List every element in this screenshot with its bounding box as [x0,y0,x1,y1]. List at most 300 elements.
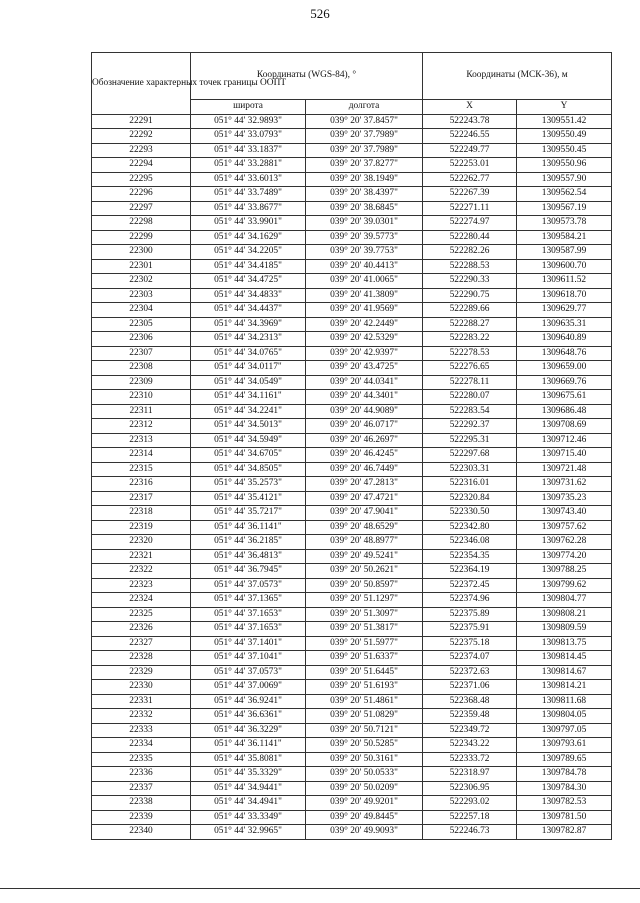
cell-point-id: 22321 [92,549,191,564]
cell-latitude: 051° 44' 33.8677" [191,201,306,216]
cell-x: 522274.97 [423,216,517,231]
cell-point-id: 22306 [92,332,191,347]
cell-point-id: 22301 [92,259,191,274]
cell-latitude: 051° 44' 37.1653" [191,622,306,637]
cell-x: 522368.48 [423,694,517,709]
cell-latitude: 051° 44' 37.1041" [191,651,306,666]
cell-point-id: 22314 [92,448,191,463]
cell-y: 1309811.68 [517,694,612,709]
cell-y: 1309721.48 [517,462,612,477]
table-row [92,694,612,709]
cell-y: 1309784.30 [517,781,612,796]
cell-x: 522349.72 [423,723,517,738]
cell-longitude: 039° 20' 44.0341" [306,375,423,390]
table-body [92,114,612,839]
table-row [92,114,612,129]
cell-latitude: 051° 44' 33.9901" [191,216,306,231]
cell-latitude: 051° 44' 34.1629" [191,230,306,245]
table-row [92,245,612,260]
cell-y: 1309804.77 [517,593,612,608]
cell-y: 1309686.48 [517,404,612,419]
cell-point-id: 22311 [92,404,191,419]
cell-longitude: 039° 20' 49.5241" [306,549,423,564]
cell-point-id: 22294 [92,158,191,173]
cell-longitude: 039° 20' 43.4725" [306,361,423,376]
cell-x: 522280.44 [423,230,517,245]
table-row [92,622,612,637]
table-row [92,129,612,144]
cell-latitude: 051° 44' 35.7217" [191,506,306,521]
cell-latitude: 051° 44' 36.2185" [191,535,306,550]
cell-latitude: 051° 44' 34.9441" [191,781,306,796]
cell-longitude: 039° 20' 37.8457" [306,114,423,129]
cell-latitude: 051° 44' 36.1141" [191,520,306,535]
cell-y: 1309600.70 [517,259,612,274]
cell-x: 522292.37 [423,419,517,434]
table-row [92,448,612,463]
table-row [92,549,612,564]
cell-x: 522372.63 [423,665,517,680]
cell-latitude: 051° 44' 34.0765" [191,346,306,361]
cell-latitude: 051° 44' 34.4437" [191,303,306,318]
cell-longitude: 039° 20' 51.6445" [306,665,423,680]
cell-point-id: 22338 [92,796,191,811]
cell-longitude: 039° 20' 39.0301" [306,216,423,231]
cell-latitude: 051° 44' 35.2573" [191,477,306,492]
cell-x: 522375.91 [423,622,517,637]
cell-x: 522333.72 [423,752,517,767]
cell-longitude: 039° 20' 40.4413" [306,259,423,274]
cell-point-id: 22334 [92,738,191,753]
cell-x: 522276.65 [423,361,517,376]
table-row [92,651,612,666]
cell-y: 1309788.25 [517,564,612,579]
cell-point-id: 22339 [92,810,191,825]
cell-longitude: 039° 20' 51.6337" [306,651,423,666]
cell-latitude: 051° 44' 34.8505" [191,462,306,477]
cell-point-id: 22328 [92,651,191,666]
table-row [92,825,612,840]
table-row [92,216,612,231]
cell-y: 1309611.52 [517,274,612,289]
cell-y: 1309814.21 [517,680,612,695]
cell-point-id: 22305 [92,317,191,332]
cell-x: 522257.18 [423,810,517,825]
cell-y: 1309814.67 [517,665,612,680]
cell-latitude: 051° 44' 34.2313" [191,332,306,347]
cell-point-id: 22317 [92,491,191,506]
cell-longitude: 039° 20' 50.7121" [306,723,423,738]
cell-point-id: 22312 [92,419,191,434]
cell-latitude: 051° 44' 32.9893" [191,114,306,129]
table-row [92,520,612,535]
cell-latitude: 051° 44' 34.4725" [191,274,306,289]
cell-x: 522342.80 [423,520,517,535]
cell-point-id: 22325 [92,607,191,622]
cell-latitude: 051° 44' 34.2241" [191,404,306,419]
cell-point-id: 22340 [92,825,191,840]
cell-point-id: 22320 [92,535,191,550]
cell-longitude: 039° 20' 38.6845" [306,201,423,216]
cell-y: 1309648.76 [517,346,612,361]
cell-latitude: 051° 44' 37.0573" [191,665,306,680]
cell-x: 522306.95 [423,781,517,796]
cell-longitude: 039° 20' 41.3809" [306,288,423,303]
cell-longitude: 039° 20' 39.5773" [306,230,423,245]
cell-longitude: 039° 20' 51.4861" [306,694,423,709]
cell-y: 1309550.45 [517,143,612,158]
cell-point-id: 22296 [92,187,191,202]
header-latitude: широта [191,100,306,115]
table-row [92,636,612,651]
cell-latitude: 051° 44' 36.9241" [191,694,306,709]
table-row [92,506,612,521]
cell-y: 1309808.21 [517,607,612,622]
cell-y: 1309557.90 [517,172,612,187]
cell-longitude: 039° 20' 50.2621" [306,564,423,579]
cell-longitude: 039° 20' 38.4397" [306,187,423,202]
cell-y: 1309735.23 [517,491,612,506]
cell-y: 1309789.65 [517,752,612,767]
cell-latitude: 051° 44' 34.5013" [191,419,306,434]
cell-latitude: 051° 44' 37.1365" [191,593,306,608]
cell-point-id: 22322 [92,564,191,579]
table-row [92,361,612,376]
table-row [92,491,612,506]
cell-latitude: 051° 44' 33.2881" [191,158,306,173]
cell-y: 1309669.76 [517,375,612,390]
cell-latitude: 051° 44' 36.7945" [191,564,306,579]
table-row [92,303,612,318]
cell-x: 522372.45 [423,578,517,593]
header-longitude: долгота [306,100,423,115]
table-row [92,346,612,361]
cell-point-id: 22327 [92,636,191,651]
cell-x: 522290.75 [423,288,517,303]
table-row [92,781,612,796]
cell-point-id: 22330 [92,680,191,695]
cell-y: 1309782.87 [517,825,612,840]
cell-point-id: 22295 [92,172,191,187]
cell-point-id: 22318 [92,506,191,521]
cell-point-id: 22323 [92,578,191,593]
cell-longitude: 039° 20' 37.7989" [306,143,423,158]
cell-y: 1309781.50 [517,810,612,825]
cell-longitude: 039° 20' 38.1949" [306,172,423,187]
cell-x: 522297.68 [423,448,517,463]
cell-longitude: 039° 20' 50.0533" [306,767,423,782]
cell-point-id: 22309 [92,375,191,390]
cell-point-id: 22329 [92,665,191,680]
cell-latitude: 051° 44' 34.6705" [191,448,306,463]
cell-longitude: 039° 20' 51.3097" [306,607,423,622]
table-row [92,709,612,724]
cell-x: 522288.27 [423,317,517,332]
table-row [92,143,612,158]
cell-x: 522271.11 [423,201,517,216]
cell-y: 1309550.96 [517,158,612,173]
cell-longitude: 039° 20' 47.2813" [306,477,423,492]
cell-x: 522316.01 [423,477,517,492]
cell-longitude: 039° 20' 51.3817" [306,622,423,637]
cell-longitude: 039° 20' 42.9397" [306,346,423,361]
cell-y: 1309567.19 [517,201,612,216]
cell-y: 1309731.62 [517,477,612,492]
cell-point-id: 22292 [92,129,191,144]
cell-y: 1309629.77 [517,303,612,318]
cell-x: 522374.96 [423,593,517,608]
cell-x: 522243.78 [423,114,517,129]
cell-longitude: 039° 20' 47.9041" [306,506,423,521]
cell-y: 1309659.00 [517,361,612,376]
cell-y: 1309809.59 [517,622,612,637]
cell-y: 1309573.78 [517,216,612,231]
cell-y: 1309587.99 [517,245,612,260]
cell-longitude: 039° 20' 48.6529" [306,520,423,535]
table-row [92,738,612,753]
cell-y: 1309757.62 [517,520,612,535]
table-row [92,317,612,332]
cell-point-id: 22319 [92,520,191,535]
bottom-divider [0,888,640,889]
cell-longitude: 039° 20' 47.4721" [306,491,423,506]
cell-x: 522354.35 [423,549,517,564]
cell-point-id: 22308 [92,361,191,376]
cell-point-id: 22335 [92,752,191,767]
table-row [92,462,612,477]
cell-point-id: 22307 [92,346,191,361]
cell-latitude: 051° 44' 34.1161" [191,390,306,405]
cell-longitude: 039° 20' 37.8277" [306,158,423,173]
cell-latitude: 051° 44' 37.1653" [191,607,306,622]
table-row [92,767,612,782]
header-x: X [423,100,517,115]
cell-x: 522267.39 [423,187,517,202]
cell-longitude: 039° 20' 51.1297" [306,593,423,608]
table-row [92,172,612,187]
cell-x: 522375.18 [423,636,517,651]
page-number: 526 [310,6,330,21]
table-row [92,274,612,289]
cell-latitude: 051° 44' 33.3349" [191,810,306,825]
cell-y: 1309635.31 [517,317,612,332]
cell-y: 1309675.61 [517,390,612,405]
cell-y: 1309774.20 [517,549,612,564]
cell-x: 522320.84 [423,491,517,506]
cell-latitude: 051° 44' 34.4185" [191,259,306,274]
cell-latitude: 051° 44' 34.5949" [191,433,306,448]
table-row [92,535,612,550]
cell-x: 522359.48 [423,709,517,724]
cell-y: 1309762.28 [517,535,612,550]
table-row [92,230,612,245]
cell-point-id: 22332 [92,709,191,724]
cell-point-id: 22310 [92,390,191,405]
table-row [92,607,612,622]
cell-y: 1309550.49 [517,129,612,144]
cell-y: 1309551.42 [517,114,612,129]
cell-latitude: 051° 44' 34.0117" [191,361,306,376]
cell-latitude: 051° 44' 36.6361" [191,709,306,724]
cell-y: 1309813.75 [517,636,612,651]
cell-y: 1309618.70 [517,288,612,303]
cell-longitude: 039° 20' 51.5977" [306,636,423,651]
cell-y: 1309715.40 [517,448,612,463]
cell-point-id: 22337 [92,781,191,796]
cell-y: 1309640.89 [517,332,612,347]
cell-longitude: 039° 20' 41.9569" [306,303,423,318]
cell-latitude: 051° 44' 34.4941" [191,796,306,811]
cell-x: 522283.22 [423,332,517,347]
cell-x: 522290.33 [423,274,517,289]
cell-latitude: 051° 44' 34.0549" [191,375,306,390]
cell-y: 1309708.69 [517,419,612,434]
cell-point-id: 22304 [92,303,191,318]
cell-longitude: 039° 20' 42.2449" [306,317,423,332]
table-row [92,332,612,347]
table-row [92,419,612,434]
cell-latitude: 051° 44' 32.9965" [191,825,306,840]
cell-longitude: 039° 20' 37.7989" [306,129,423,144]
table-row [92,477,612,492]
table-row [92,665,612,680]
table-row [92,810,612,825]
cell-x: 522343.22 [423,738,517,753]
cell-x: 522282.26 [423,245,517,260]
cell-longitude: 039° 20' 51.0829" [306,709,423,724]
cell-longitude: 039° 20' 44.3401" [306,390,423,405]
table-row [92,433,612,448]
table-row [92,259,612,274]
cell-longitude: 039° 20' 46.0717" [306,419,423,434]
cell-x: 522293.02 [423,796,517,811]
cell-point-id: 22297 [92,201,191,216]
cell-x: 522289.66 [423,303,517,318]
cell-point-id: 22291 [92,114,191,129]
cell-latitude: 051° 44' 36.3229" [191,723,306,738]
cell-longitude: 039° 20' 50.5285" [306,738,423,753]
cell-latitude: 051° 44' 36.1141" [191,738,306,753]
cell-y: 1309793.61 [517,738,612,753]
cell-x: 522371.06 [423,680,517,695]
cell-latitude: 051° 44' 37.0573" [191,578,306,593]
cell-latitude: 051° 44' 36.4813" [191,549,306,564]
cell-x: 522253.01 [423,158,517,173]
cell-x: 522249.77 [423,143,517,158]
cell-x: 522283.54 [423,404,517,419]
cell-point-id: 22300 [92,245,191,260]
table-row [92,187,612,202]
cell-longitude: 039° 20' 49.9201" [306,796,423,811]
cell-x: 522330.50 [423,506,517,521]
cell-point-id: 22315 [92,462,191,477]
table-row [92,680,612,695]
table-row [92,288,612,303]
cell-x: 522288.53 [423,259,517,274]
cell-point-id: 22303 [92,288,191,303]
table-row [92,723,612,738]
table-row [92,578,612,593]
cell-x: 522346.08 [423,535,517,550]
cell-y: 1309562.54 [517,187,612,202]
cell-y: 1309797.05 [517,723,612,738]
header-wgs84: Координаты (WGS-84), ° [191,53,423,100]
cell-latitude: 051° 44' 34.3969" [191,317,306,332]
cell-x: 522278.53 [423,346,517,361]
cell-latitude: 051° 44' 34.4833" [191,288,306,303]
cell-longitude: 039° 20' 50.3161" [306,752,423,767]
table-row [92,201,612,216]
cell-longitude: 039° 20' 49.9093" [306,825,423,840]
cell-x: 522303.31 [423,462,517,477]
cell-latitude: 051° 44' 35.3329" [191,767,306,782]
cell-x: 522262.77 [423,172,517,187]
table-row [92,593,612,608]
cell-latitude: 051° 44' 37.0069" [191,680,306,695]
cell-x: 522246.55 [423,129,517,144]
cell-latitude: 051° 44' 33.6013" [191,172,306,187]
cell-x: 522280.07 [423,390,517,405]
cell-y: 1309814.45 [517,651,612,666]
cell-latitude: 051° 44' 33.7489" [191,187,306,202]
cell-point-id: 22333 [92,723,191,738]
cell-x: 522278.11 [423,375,517,390]
cell-point-id: 22324 [92,593,191,608]
cell-y: 1309712.46 [517,433,612,448]
cell-y: 1309743.40 [517,506,612,521]
cell-longitude: 039° 20' 48.8977" [306,535,423,550]
header-point-designation: Обозначение характерных точек границы ООПТ [92,53,191,115]
cell-point-id: 22293 [92,143,191,158]
cell-x: 522364.19 [423,564,517,579]
cell-x: 522318.97 [423,767,517,782]
cell-longitude: 039° 20' 50.0209" [306,781,423,796]
cell-longitude: 039° 20' 46.4245" [306,448,423,463]
cell-longitude: 039° 20' 51.6193" [306,680,423,695]
cell-longitude: 039° 20' 46.7449" [306,462,423,477]
cell-latitude: 051° 44' 34.2205" [191,245,306,260]
cell-longitude: 039° 20' 46.2697" [306,433,423,448]
table-row [92,796,612,811]
cell-y: 1309804.05 [517,709,612,724]
table-row [92,564,612,579]
cell-point-id: 22316 [92,477,191,492]
cell-longitude: 039° 20' 50.8597" [306,578,423,593]
table-row [92,404,612,419]
table-row [92,375,612,390]
cell-longitude: 039° 20' 44.9089" [306,404,423,419]
cell-point-id: 22336 [92,767,191,782]
cell-latitude: 051° 44' 33.0793" [191,129,306,144]
cell-point-id: 22326 [92,622,191,637]
cell-x: 522374.07 [423,651,517,666]
header-msk36: Координаты (МСК-36), м [423,53,612,100]
cell-longitude: 039° 20' 42.5329" [306,332,423,347]
cell-point-id: 22298 [92,216,191,231]
table-row [92,158,612,173]
cell-y: 1309584.21 [517,230,612,245]
cell-y: 1309784.78 [517,767,612,782]
coordinates-table [91,52,612,840]
cell-point-id: 22313 [92,433,191,448]
cell-latitude: 051° 44' 37.1401" [191,636,306,651]
cell-longitude: 039° 20' 41.0065" [306,274,423,289]
cell-x: 522295.31 [423,433,517,448]
cell-longitude: 039° 20' 49.8445" [306,810,423,825]
cell-y: 1309782.53 [517,796,612,811]
table-row [92,752,612,767]
cell-longitude: 039° 20' 39.7753" [306,245,423,260]
